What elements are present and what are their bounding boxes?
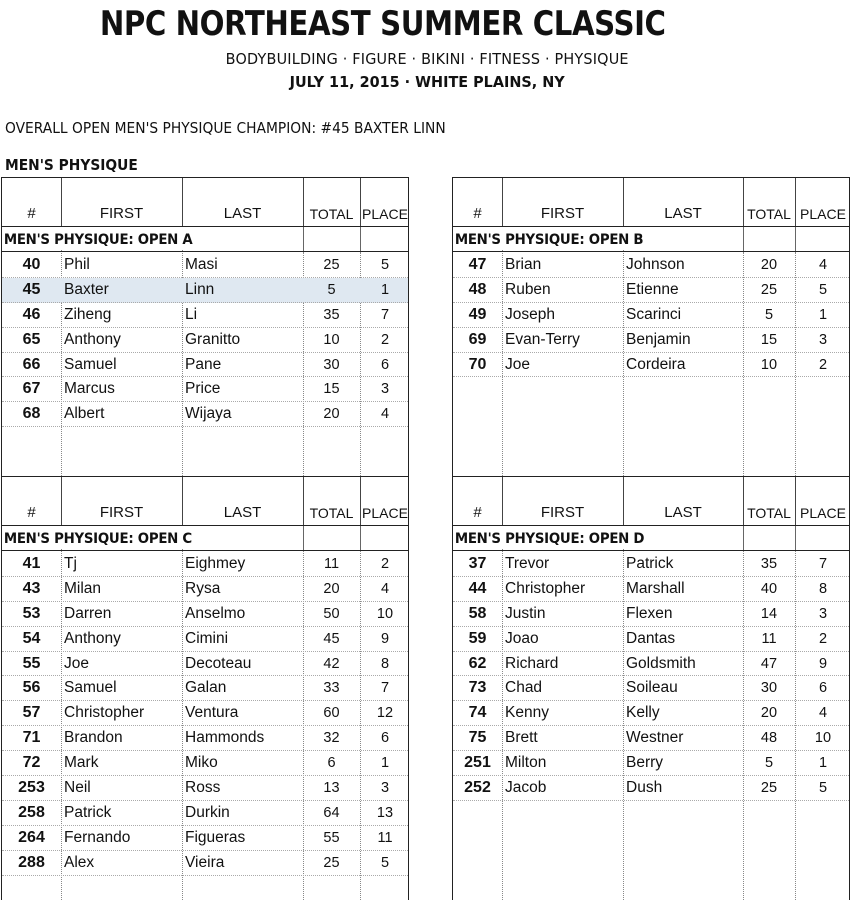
cell-total: 47 <box>760 655 778 672</box>
cell-first: Joe <box>505 355 530 373</box>
cell-number: 65 <box>22 330 41 348</box>
cell-total: 50 <box>323 605 340 622</box>
cell-place: 1 <box>380 755 390 772</box>
cell-total: 25 <box>760 780 778 797</box>
column-header-number: # <box>27 205 36 222</box>
cell-place: 2 <box>818 630 828 647</box>
cell-first: Samuel <box>64 679 117 697</box>
cell-total: 20 <box>323 580 340 597</box>
table-row <box>453 278 849 303</box>
cell-total: 55 <box>323 829 340 846</box>
cell-first: Mark <box>64 754 99 772</box>
cell-number: 49 <box>468 305 487 323</box>
cell-number: 44 <box>468 579 487 597</box>
cell-total: 25 <box>323 854 340 871</box>
cell-number: 72 <box>22 754 41 772</box>
cell-last: Dush <box>626 779 663 797</box>
cell-total: 6 <box>327 755 336 772</box>
cell-place: 2 <box>380 331 390 348</box>
column-header-place: PLACE <box>800 505 846 521</box>
results-rows <box>2 253 408 427</box>
cell-last: Anselmo <box>185 604 246 622</box>
cell-last: Galan <box>185 679 227 697</box>
cell-first: Fernando <box>64 828 131 846</box>
column-header-last: LAST <box>223 205 262 222</box>
table-row <box>2 801 408 826</box>
cell-total: 5 <box>764 755 774 772</box>
table-row <box>2 328 408 353</box>
cell-number: 75 <box>468 729 487 747</box>
cell-place: 5 <box>818 281 828 298</box>
column-header-first: FIRST <box>99 205 144 222</box>
cell-first: Ruben <box>505 280 551 298</box>
cell-first: Anthony <box>64 629 121 647</box>
table-row <box>2 377 408 402</box>
cell-first: Brian <box>505 256 542 273</box>
cell-number: 53 <box>22 604 41 622</box>
cell-total: 5 <box>764 306 774 323</box>
cell-first: Patrick <box>64 803 112 821</box>
cell-first: Christopher <box>64 704 145 722</box>
column-divider <box>795 525 796 551</box>
cell-total: 35 <box>323 306 340 323</box>
table-rule <box>453 525 849 526</box>
cell-total: 20 <box>760 705 778 722</box>
cell-first: Marcus <box>64 380 115 398</box>
results-rows <box>453 552 849 801</box>
table-row <box>2 652 408 677</box>
page-title: NPC NORTHEAST SUMMER CLASSIC <box>99 4 666 44</box>
cell-place: 2 <box>380 556 390 572</box>
cell-total: 32 <box>323 730 340 747</box>
column-divider <box>303 525 304 551</box>
overall-champion-line: OVERALL OPEN MEN'S PHYSIQUE CHAMPION: #45 BAXTER LINN <box>5 119 446 137</box>
cell-place: 6 <box>818 680 828 697</box>
results-rows <box>453 253 849 377</box>
cell-place: 1 <box>380 281 390 298</box>
table-row <box>2 303 408 328</box>
cell-first: Milan <box>64 579 102 597</box>
cell-total: 40 <box>760 580 778 597</box>
column-divider <box>743 525 744 551</box>
cell-number: 251 <box>464 754 491 772</box>
cell-total: 48 <box>760 730 778 747</box>
cell-first: Justin <box>505 604 546 622</box>
cell-number: 62 <box>468 654 487 672</box>
cell-number: 59 <box>468 629 487 647</box>
table-row <box>453 303 849 328</box>
cell-last: Johnson <box>626 256 685 273</box>
cell-last: Goldsmith <box>626 654 696 672</box>
cell-first: Brett <box>505 729 538 747</box>
cell-last: Berry <box>626 754 664 772</box>
column-header-number: # <box>473 504 482 521</box>
table-row <box>2 552 408 577</box>
cell-total: 64 <box>323 804 340 821</box>
cell-total: 20 <box>760 257 778 273</box>
cell-last: Scarinci <box>626 305 682 323</box>
cell-last: Cimini <box>185 629 229 647</box>
class-title: MEN'S PHYSIQUE: OPEN B <box>454 232 644 248</box>
cell-first: Joao <box>505 629 539 647</box>
cell-last: Durkin <box>185 803 230 821</box>
cell-number: 73 <box>468 679 487 697</box>
cell-last: Ross <box>185 779 221 797</box>
column-header-last: LAST <box>223 504 262 521</box>
column-header-number: # <box>27 504 36 521</box>
cell-place: 4 <box>818 257 828 273</box>
cell-number: 252 <box>464 779 491 797</box>
cell-first: Richard <box>505 654 559 672</box>
cell-place: 2 <box>818 356 828 373</box>
results-table-open-d <box>452 476 850 900</box>
cell-last: Wijaya <box>185 405 232 423</box>
cell-first: Darren <box>64 604 112 622</box>
table-row <box>2 776 408 801</box>
table-row <box>453 701 849 726</box>
cell-total: 10 <box>760 356 778 373</box>
cell-number: 37 <box>468 555 487 572</box>
cell-number: 55 <box>22 654 41 672</box>
cell-first: Milton <box>505 754 547 772</box>
cell-first: Ziheng <box>64 305 112 323</box>
column-header-first: FIRST <box>540 504 585 521</box>
cell-total: 5 <box>327 281 336 298</box>
cell-first: Baxter <box>64 280 109 298</box>
cell-place: 3 <box>818 331 828 348</box>
cell-total: 14 <box>760 605 778 622</box>
cell-total: 30 <box>323 356 340 373</box>
column-divider <box>303 226 304 252</box>
table-row <box>2 577 408 602</box>
results-table-open-b <box>452 177 850 477</box>
cell-last: Patrick <box>626 555 674 572</box>
cell-place: 8 <box>380 655 390 672</box>
cell-number: 69 <box>468 330 487 348</box>
table-row <box>453 676 849 701</box>
cell-total: 25 <box>323 257 340 273</box>
cell-total: 25 <box>760 281 778 298</box>
cell-place: 11 <box>377 829 393 846</box>
cell-place: 5 <box>818 780 828 797</box>
cell-number: 47 <box>468 256 487 273</box>
cell-first: Jacob <box>505 779 547 797</box>
column-header-last: LAST <box>664 205 702 222</box>
cell-first: Alex <box>64 853 95 871</box>
cell-first: Joe <box>64 654 89 672</box>
table-row <box>453 253 849 278</box>
cell-total: 35 <box>760 556 778 572</box>
cell-last: Soileau <box>626 679 678 697</box>
cell-place: 4 <box>380 406 390 423</box>
table-row <box>2 627 408 652</box>
table-row <box>2 851 408 876</box>
results-table-open-a <box>1 177 409 477</box>
cell-number: 264 <box>18 828 45 846</box>
cell-first: Phil <box>64 256 90 273</box>
cell-last: Decoteau <box>185 654 252 672</box>
cell-number: 68 <box>22 405 41 423</box>
cell-total: 11 <box>323 556 340 572</box>
table-row <box>2 602 408 627</box>
table-row <box>2 701 408 726</box>
cell-first: Joseph <box>505 305 555 323</box>
event-dateline: JULY 11, 2015 · WHITE PLAINS, NY <box>289 73 565 91</box>
table-row <box>453 726 849 751</box>
class-title: MEN'S PHYSIQUE: OPEN D <box>454 531 645 547</box>
cell-number: 56 <box>22 679 41 697</box>
cell-place: 7 <box>380 306 390 323</box>
column-divider <box>795 226 796 252</box>
cell-first: Anthony <box>64 330 121 348</box>
cell-place: 3 <box>380 381 390 398</box>
column-divider <box>360 525 361 551</box>
cell-place: 3 <box>818 605 828 622</box>
cell-first: Neil <box>64 779 91 797</box>
cell-last: Pane <box>185 355 222 373</box>
cell-place: 4 <box>818 705 828 722</box>
class-title: MEN'S PHYSIQUE: OPEN A <box>3 232 193 248</box>
cell-place: 12 <box>376 705 394 722</box>
cell-number: 70 <box>468 355 487 373</box>
cell-total: 30 <box>760 680 778 697</box>
results-rows <box>2 552 408 876</box>
cell-number: 48 <box>468 280 487 298</box>
cell-last: Linn <box>185 280 215 298</box>
cell-place: 1 <box>818 755 828 772</box>
column-header-first: FIRST <box>540 205 585 222</box>
cell-last: Li <box>185 305 198 323</box>
event-categories: BODYBUILDING · FIGURE · BIKINI · FITNESS · PHYSIQUE <box>225 50 629 68</box>
cell-total: 15 <box>760 331 778 348</box>
cell-last: Benjamin <box>626 330 691 348</box>
table-rule <box>2 226 408 227</box>
cell-number: 258 <box>18 803 45 821</box>
cell-last: Rysa <box>185 579 221 597</box>
cell-last: Figueras <box>185 828 246 846</box>
column-header-last: LAST <box>664 504 702 521</box>
cell-place: 10 <box>376 605 394 622</box>
cell-total: 60 <box>323 705 340 722</box>
table-rule <box>453 226 849 227</box>
cell-place: 1 <box>818 306 828 323</box>
cell-last: Vieira <box>185 853 225 871</box>
cell-total: 11 <box>761 630 777 647</box>
table-row <box>453 776 849 801</box>
cell-total: 45 <box>323 630 340 647</box>
cell-number: 46 <box>22 305 41 323</box>
cell-place: 7 <box>380 680 390 697</box>
table-row <box>453 751 849 776</box>
cell-number: 54 <box>22 629 41 647</box>
column-header-place: PLACE <box>362 206 408 222</box>
table-row <box>2 402 408 427</box>
cell-number: 288 <box>18 853 45 871</box>
table-row-champion <box>2 278 408 303</box>
cell-number: 57 <box>22 704 41 722</box>
column-header-number: # <box>473 205 482 222</box>
cell-place: 5 <box>380 257 390 273</box>
cell-total: 42 <box>323 655 340 672</box>
cell-place: 8 <box>818 580 828 597</box>
cell-place: 7 <box>818 556 828 572</box>
cell-last: Cordeira <box>626 355 686 373</box>
cell-number: 58 <box>468 604 487 622</box>
cell-last: Marshall <box>626 579 685 597</box>
class-title: MEN'S PHYSIQUE: OPEN C <box>3 531 192 547</box>
cell-number: 41 <box>22 555 41 572</box>
section-label: MEN'S PHYSIQUE <box>5 156 138 174</box>
cell-place: 9 <box>380 630 390 647</box>
cell-first: Chad <box>505 679 543 697</box>
column-divider <box>360 226 361 252</box>
column-divider <box>743 226 744 252</box>
cell-place: 6 <box>380 356 390 373</box>
cell-number: 74 <box>468 704 487 722</box>
table-row <box>2 253 408 278</box>
cell-number: 71 <box>22 729 41 747</box>
cell-last: Flexen <box>626 604 673 622</box>
column-header-total: TOTAL <box>747 505 791 521</box>
cell-place: 5 <box>380 854 390 871</box>
cell-first: Brandon <box>64 729 123 747</box>
cell-total: 15 <box>323 381 340 398</box>
cell-total: 13 <box>323 780 340 797</box>
table-rule <box>2 525 408 526</box>
column-header-total: TOTAL <box>747 206 791 222</box>
cell-last: Miko <box>185 754 218 772</box>
cell-place: 6 <box>380 730 390 747</box>
cell-total: 20 <box>323 406 340 423</box>
cell-first: Samuel <box>64 355 117 373</box>
table-row <box>2 826 408 851</box>
cell-number: 43 <box>22 579 41 597</box>
cell-last: Granitto <box>185 330 241 348</box>
cell-number: 67 <box>22 380 41 398</box>
table-row <box>453 328 849 353</box>
cell-last: Etienne <box>626 280 679 298</box>
column-header-place: PLACE <box>362 505 408 521</box>
cell-first: Tj <box>64 555 77 572</box>
cell-total: 33 <box>323 680 340 697</box>
table-row <box>453 652 849 677</box>
column-header-total: TOTAL <box>309 206 354 222</box>
column-header-place: PLACE <box>800 206 846 222</box>
cell-last: Kelly <box>626 704 660 722</box>
cell-last: Masi <box>185 256 218 273</box>
cell-number: 66 <box>22 355 41 373</box>
cell-place: 3 <box>380 780 390 797</box>
cell-last: Dantas <box>626 629 676 647</box>
cell-last: Ventura <box>185 704 239 722</box>
table-row <box>2 726 408 751</box>
table-row <box>453 552 849 577</box>
cell-first: Albert <box>64 405 105 423</box>
cell-number: 40 <box>22 256 41 273</box>
cell-place: 4 <box>380 580 390 597</box>
results-table-open-c <box>1 476 409 900</box>
cell-last: Price <box>185 380 221 398</box>
table-row <box>2 353 408 378</box>
column-header-total: TOTAL <box>309 505 354 521</box>
cell-first: Christopher <box>505 579 586 597</box>
column-header-first: FIRST <box>99 504 144 521</box>
cell-number: 253 <box>18 779 45 797</box>
table-row <box>453 602 849 627</box>
cell-last: Hammonds <box>185 729 265 747</box>
cell-first: Trevor <box>505 555 550 572</box>
cell-number: 45 <box>22 280 41 298</box>
table-row <box>453 627 849 652</box>
cell-last: Westner <box>626 729 684 747</box>
cell-last: Eighmey <box>185 555 246 572</box>
cell-total: 10 <box>323 331 340 348</box>
table-row <box>453 353 849 378</box>
cell-place: 13 <box>376 804 394 821</box>
cell-place: 9 <box>818 655 828 672</box>
table-row <box>2 751 408 776</box>
cell-first: Evan-Terry <box>505 330 580 348</box>
table-row <box>453 577 849 602</box>
cell-place: 10 <box>814 730 832 747</box>
table-row <box>2 676 408 701</box>
cell-first: Kenny <box>505 704 549 722</box>
